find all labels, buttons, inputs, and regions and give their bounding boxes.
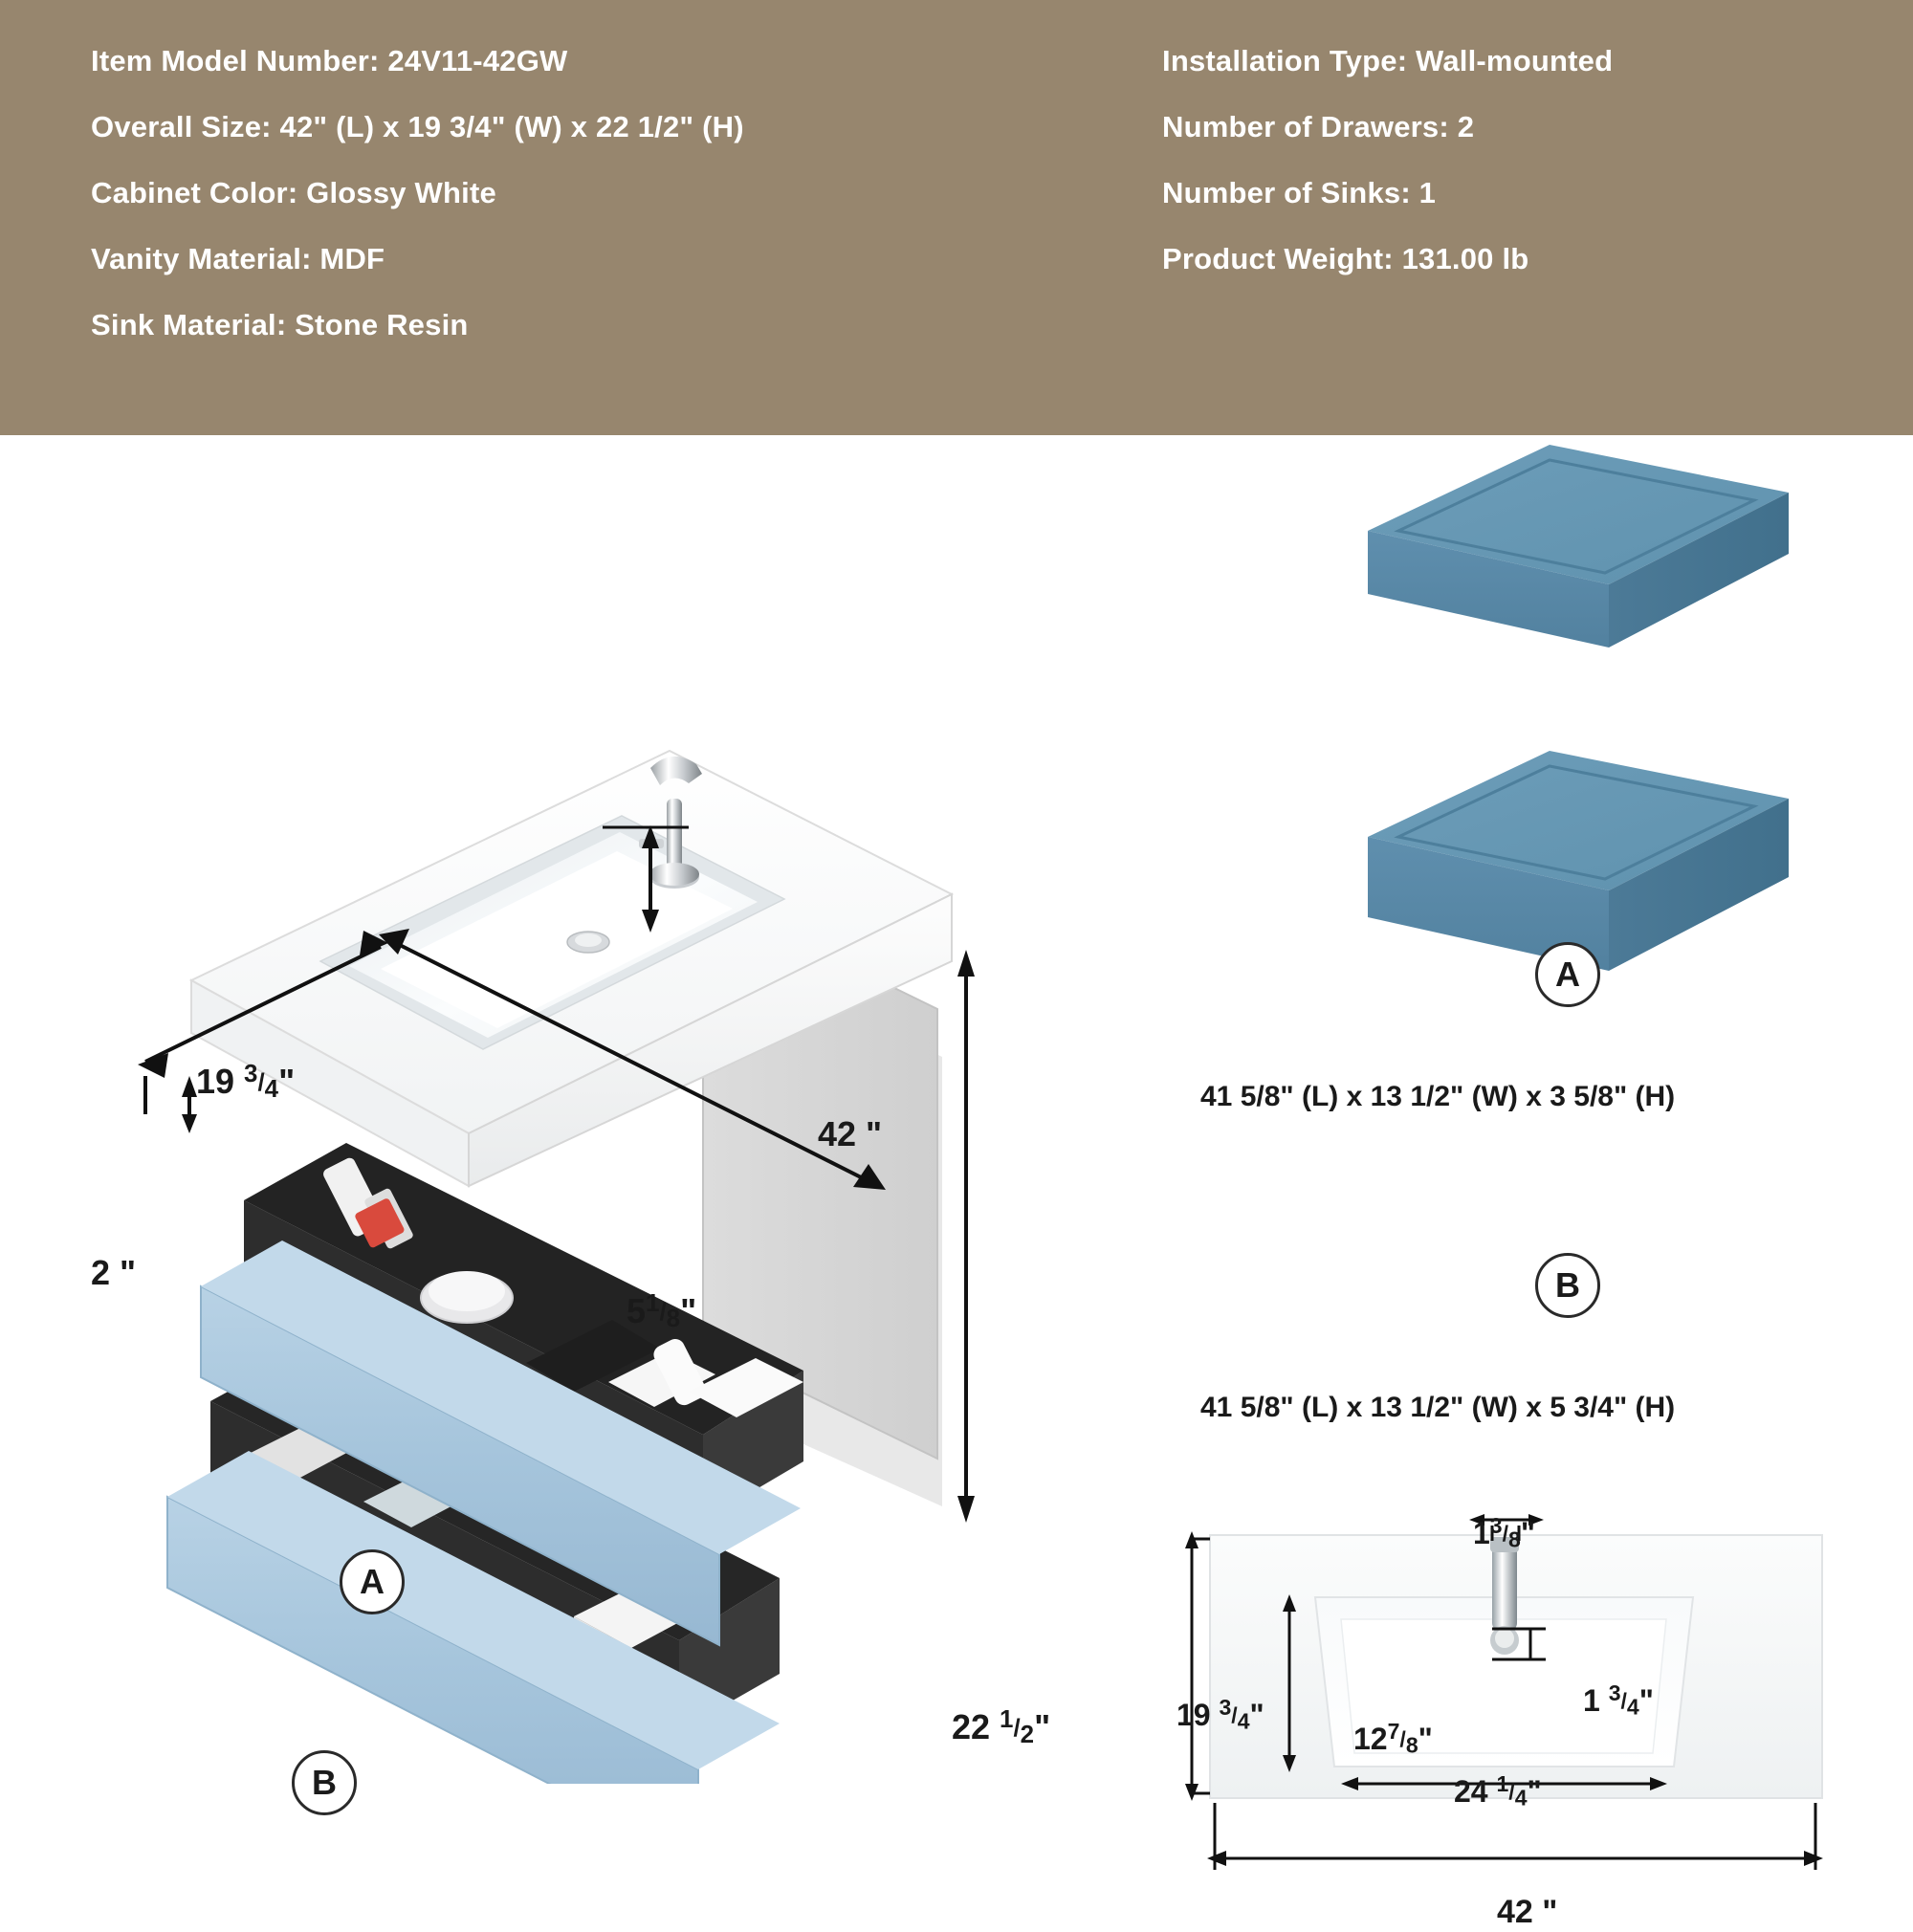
spec-number-of-drawers: Number of Drawers: 2 — [1162, 110, 1475, 143]
spec-right-column — [1162, 46, 1613, 310]
spec-item-model-number: Item Model Number: 24V11-42GW — [91, 44, 568, 77]
drawer-b-dimensions-caption: 41 5/8" (L) x 13 1/2" (W) x 5 3/4" (H) — [1200, 1392, 1676, 1423]
badge-box-b: B — [1535, 1253, 1600, 1318]
dim-label-length: 42 " — [818, 1114, 883, 1153]
badge-box-a: A — [1535, 942, 1600, 1007]
diagram-area — [0, 435, 1913, 1930]
dim-label-height: 22 $^1/_2$" — [952, 1706, 1051, 1749]
spec-cabinet-color: Cabinet Color: Glossy White — [91, 176, 496, 209]
sink-top-view-illustration — [1176, 1506, 1894, 1927]
drawer-box-panel — [1358, 435, 1894, 1047]
spec-sink-material: Sink Material: Stone Resin — [91, 308, 469, 341]
spec-number-of-sinks: Number of Sinks: 1 — [1162, 176, 1437, 209]
dim-label-lip: 2 " — [91, 1253, 137, 1292]
topview-label-overall-width: 19 $^3/_4$" — [1176, 1695, 1264, 1734]
badge-drawer-a: A — [340, 1549, 405, 1614]
drawer-box-b-shape — [1368, 751, 1789, 971]
topview-label-basin-length: 24 $^1/_4$" — [1454, 1771, 1542, 1811]
spec-header-banner — [0, 0, 1913, 435]
spec-left-column — [91, 46, 744, 376]
badge-drawer-b: B — [292, 1750, 357, 1815]
dim-label-basin-depth: $5^1/_8$" — [627, 1290, 697, 1333]
spec-overall-size: Overall Size: 42" (L) x 19 3/4" (W) x 22 1/2" (H) — [91, 110, 744, 143]
spec-vanity-material: Vanity Material: MDF — [91, 242, 385, 275]
spec-product-weight: Product Weight: 131.00 lb — [1162, 242, 1529, 275]
drawer-a-dimensions-caption: 41 5/8" (L) x 13 1/2" (W) x 3 5/8" (H) — [1200, 1081, 1676, 1112]
dim-label-depth: 19 $^3/_4$" — [196, 1061, 296, 1104]
drawer-box-a-shape — [1368, 445, 1789, 648]
topview-label-basin-width: $12^7/_8$" — [1353, 1719, 1433, 1758]
topview-label-faucet-offset: 1 $^3/_4$" — [1583, 1680, 1654, 1720]
spec-installation-type: Installation Type: Wall-mounted — [1162, 44, 1614, 77]
vanity-isometric-illustration — [77, 445, 1167, 1784]
topview-label-overall-length: 42 " — [1497, 1894, 1558, 1930]
topview-label-faucet-hole: $1^3/_8$" — [1473, 1513, 1535, 1552]
